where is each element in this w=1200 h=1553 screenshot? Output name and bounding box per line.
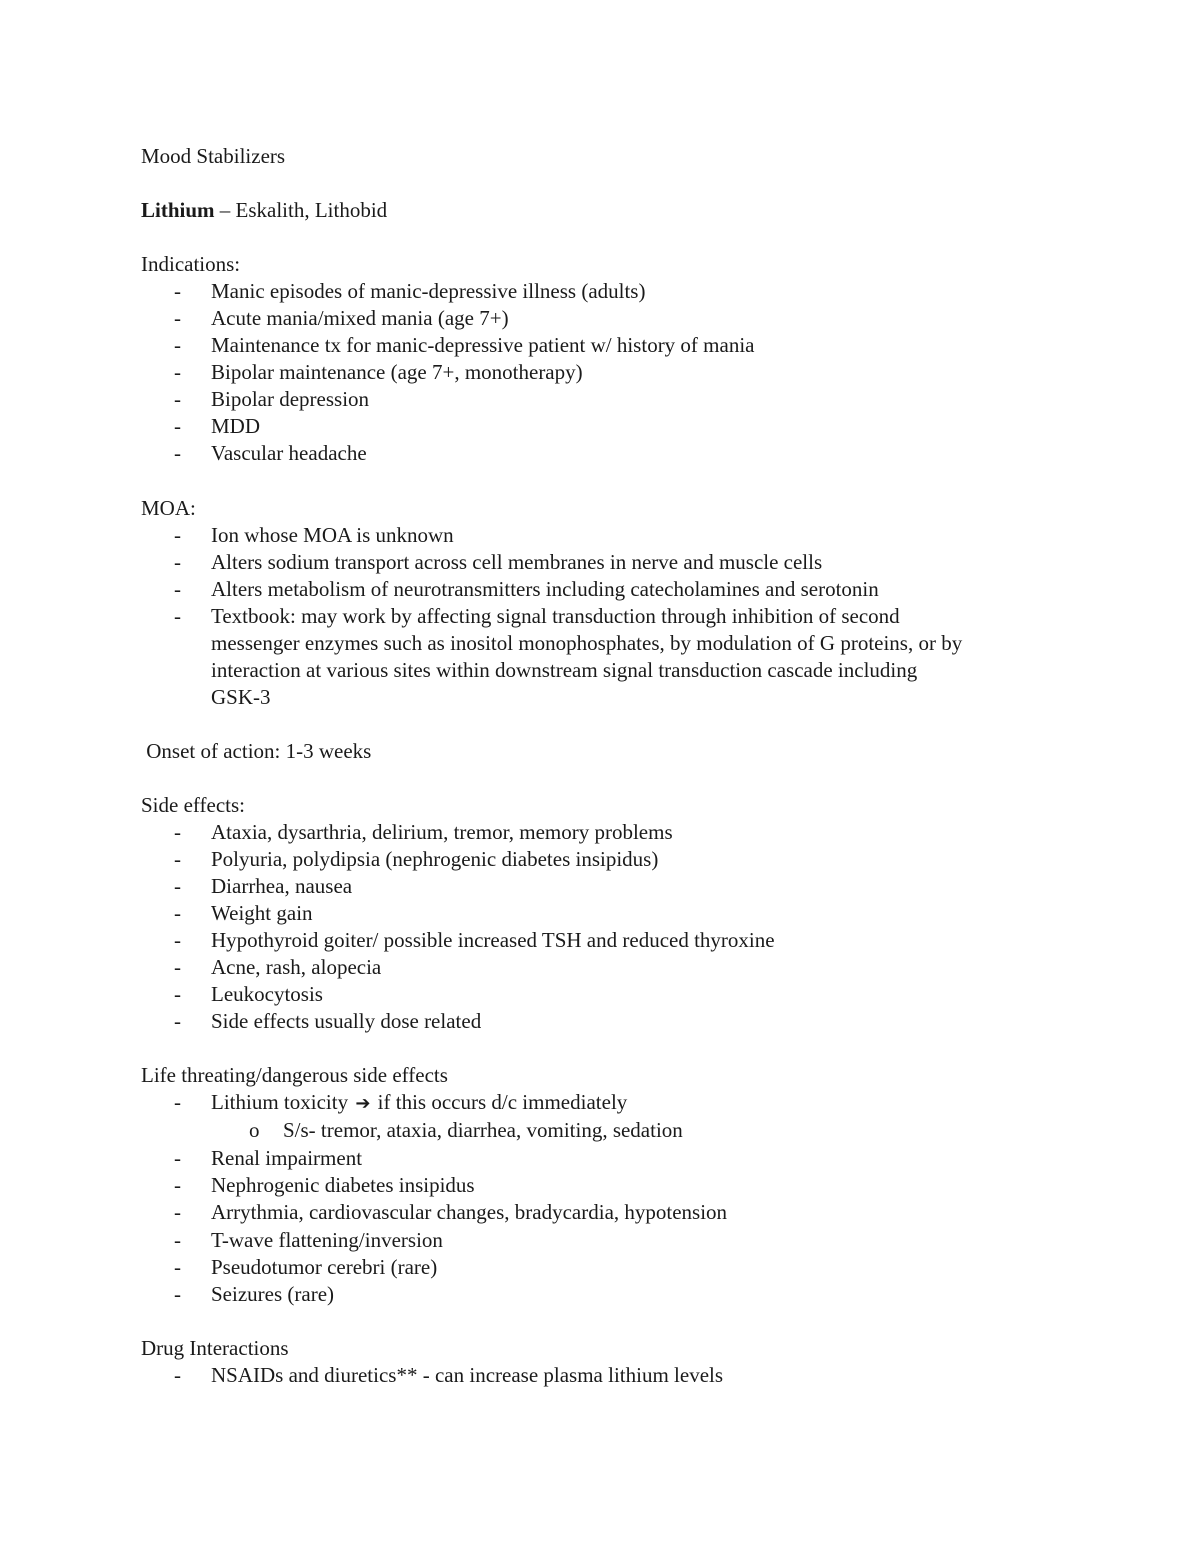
bullet-dash: - (174, 1228, 181, 1252)
side-effect-item: Ataxia, dysarthria, delirium, tremor, memory problems (211, 820, 673, 844)
interactions-heading: Drug Interactions (141, 1336, 289, 1360)
bullet-dash: - (174, 1146, 181, 1170)
side-effect-item: Side effects usually dose related (211, 1009, 482, 1033)
bullet-dash: - (174, 279, 181, 303)
sub-bullet-o: o (249, 1118, 260, 1142)
bullet-dash: - (174, 523, 181, 547)
lithium-toxicity-item (211, 1089, 627, 1117)
bullet-dash: - (174, 1363, 181, 1387)
moa-textbook-line: Textbook: may work by affecting signal transduction through inhibition of second (211, 604, 900, 628)
moa-item: Ion whose MOA is unknown (211, 523, 454, 547)
bullet-dash: - (174, 577, 181, 601)
dangerous-item: Seizures (rare) (211, 1282, 335, 1306)
interaction-item: NSAIDs and diuretics** - can increase plasma lithium levels (211, 1363, 724, 1387)
drug-header (141, 197, 387, 224)
bullet-dash: - (174, 1282, 181, 1306)
onset-of-action: Onset of action: 1-3 weeks (141, 739, 372, 763)
bullet-dash: - (174, 901, 181, 925)
bullet-dash: - (174, 982, 181, 1006)
bullet-dash: - (174, 441, 181, 465)
toxicity-action: if this occurs d/c immediately (377, 1090, 628, 1114)
indication-item: Manic episodes of manic-depressive illness (adults) (211, 279, 646, 303)
bullet-dash: - (174, 955, 181, 979)
bullet-dash: - (174, 414, 181, 438)
dangerous-item: T-wave flattening/inversion (211, 1228, 443, 1252)
side-effect-item: Acne, rash, alopecia (211, 955, 382, 979)
bullet-dash: - (174, 306, 181, 330)
indication-item: Vascular headache (211, 441, 367, 465)
side-effect-item: Diarrhea, nausea (211, 874, 353, 898)
toxicity-label: Lithium toxicity (211, 1090, 349, 1114)
bullet-dash: - (174, 1255, 181, 1279)
dangerous-item: Pseudotumor cerebri (rare) (211, 1255, 438, 1279)
drug-brands: – Eskalith, Lithobid (214, 198, 388, 222)
bullet-dash: - (174, 928, 181, 952)
toxicity-symptoms: S/s- tremor, ataxia, diarrhea, vomiting, sedation (283, 1118, 683, 1142)
bullet-dash: - (174, 847, 181, 871)
moa-textbook-line: interaction at various sites within downstream signal transduction cascade including (211, 658, 918, 682)
moa-item: Alters sodium transport across cell membranes in nerve and muscle cells (211, 550, 823, 574)
bullet-dash: - (174, 333, 181, 357)
bullet-dash: - (174, 820, 181, 844)
drug-name: Lithium (141, 198, 215, 222)
moa-item: Alters metabolism of neurotransmitters including catecholamines and serotonin (211, 577, 879, 601)
bullet-dash: - (174, 604, 181, 628)
indication-item: Bipolar maintenance (age 7+, monotherapy) (211, 360, 583, 384)
indication-item: Bipolar depression (211, 387, 370, 411)
dangerous-item: Renal impairment (211, 1146, 363, 1170)
bullet-dash: - (174, 1009, 181, 1033)
bullet-dash: - (174, 874, 181, 898)
bullet-dash: - (174, 387, 181, 411)
bullet-dash: - (174, 360, 181, 384)
side-effect-item: Hypothyroid goiter/ possible increased TSH and reduced thyroxine (211, 928, 775, 952)
bullet-dash: - (174, 1200, 181, 1224)
dangerous-item: Arrythmia, cardiovascular changes, bradycardia, hypotension (211, 1200, 728, 1224)
dangerous-heading: Life threating/dangerous side effects (141, 1063, 448, 1087)
indication-item: Acute mania/mixed mania (age 7+) (211, 306, 509, 330)
arrow-right-icon: ➔ (355, 1093, 371, 1114)
side-effect-item: Leukocytosis (211, 982, 323, 1006)
bullet-dash: - (174, 1173, 181, 1197)
moa-textbook-line: messenger enzymes such as inositol monophosphates, by modulation of G proteins, or by (211, 631, 963, 655)
bullet-dash: - (174, 1090, 181, 1114)
side-effect-item: Polyuria, polydipsia (nephrogenic diabetes insipidus) (211, 847, 659, 871)
indication-item: MDD (211, 414, 261, 438)
document-title: Mood Stabilizers (141, 144, 286, 168)
dangerous-item: Nephrogenic diabetes insipidus (211, 1173, 475, 1197)
indications-heading: Indications: (141, 252, 241, 276)
side-effect-item: Weight gain (211, 901, 313, 925)
moa-heading: MOA: (141, 496, 196, 520)
moa-textbook-line: GSK-3 (211, 685, 271, 709)
side-effects-heading: Side effects: (141, 793, 245, 817)
indication-item: Maintenance tx for manic-depressive patient w/ history of mania (211, 333, 755, 357)
bullet-dash: - (174, 550, 181, 574)
